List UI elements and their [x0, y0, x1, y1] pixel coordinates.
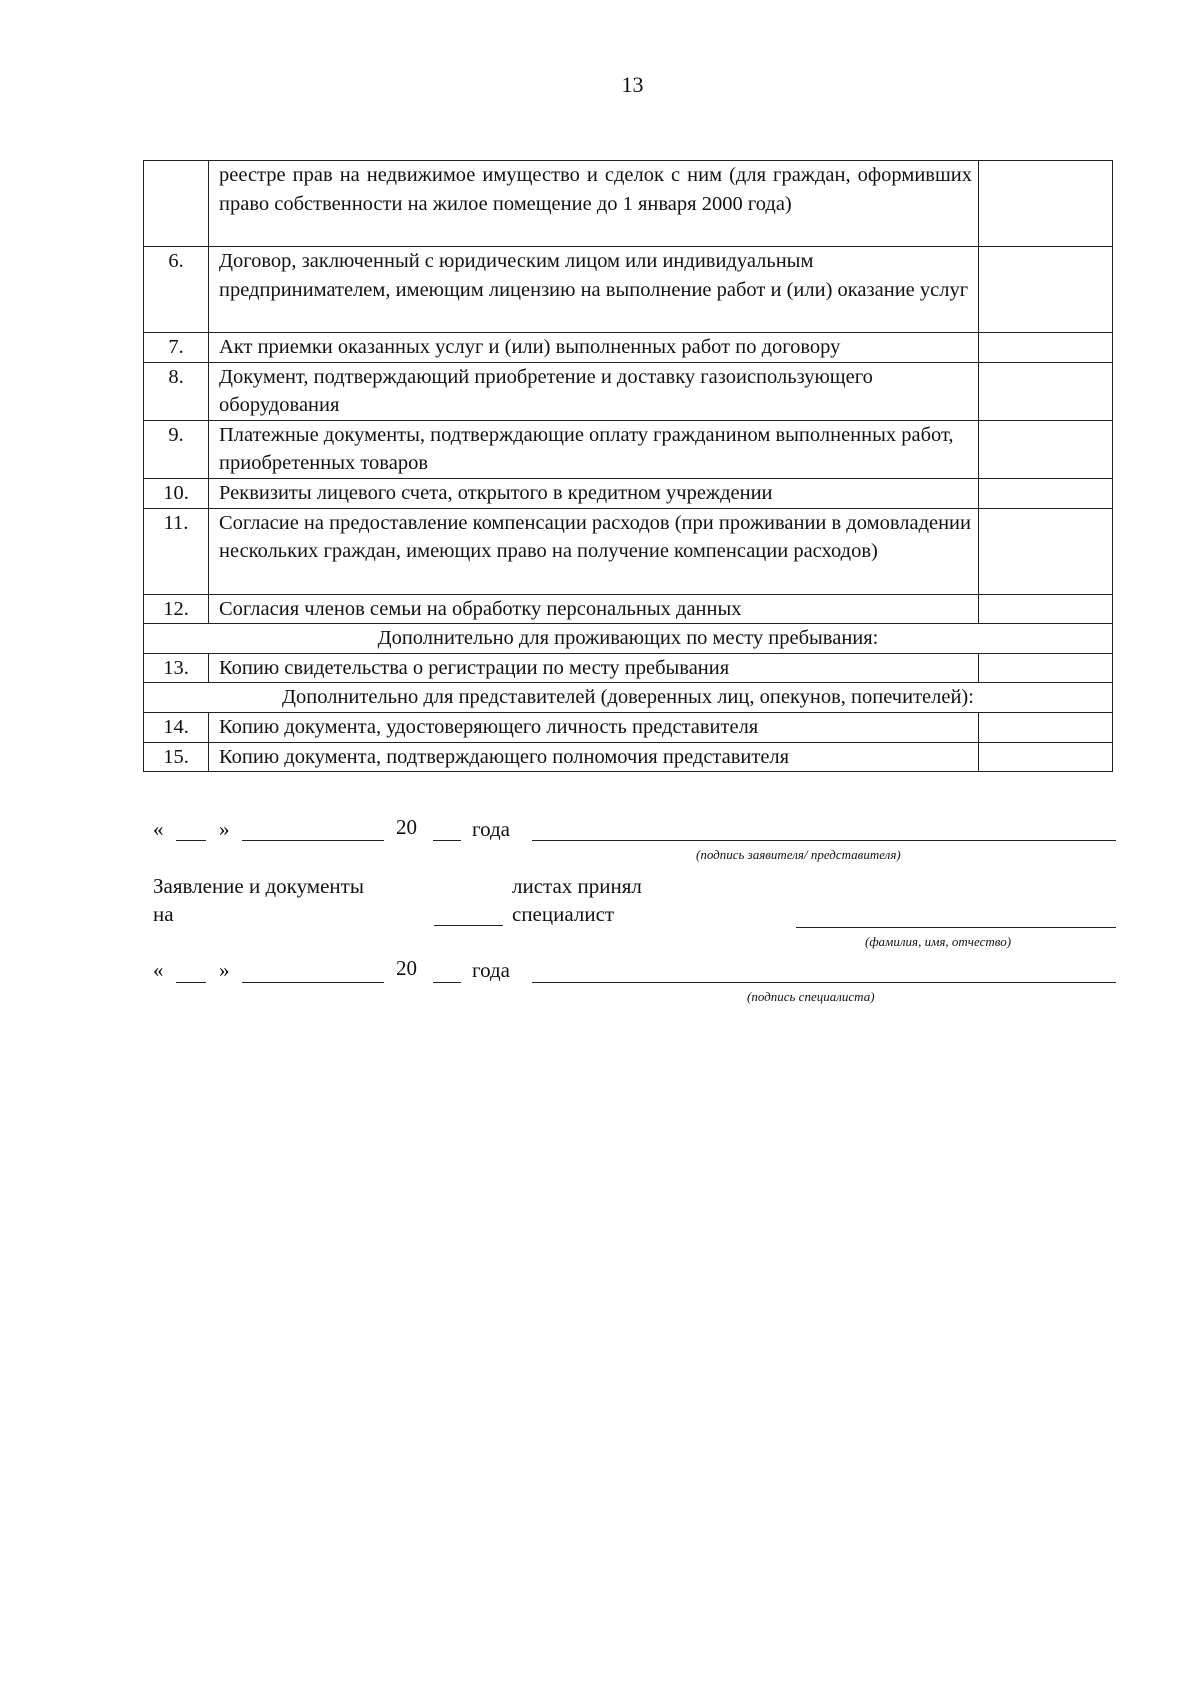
day-blank-line[interactable]: [176, 840, 206, 841]
row-number: 14.: [144, 712, 209, 742]
row-document-text: Реквизиты лицевого счета, открытого в кредитном учреждении: [209, 478, 979, 508]
section-representatives-heading: Дополнительно для представителей (доверенных лиц, опекунов, попечителей):: [144, 683, 1113, 713]
row-document-text: Договор, заключенный с юридическим лицом или индивидуальным предпринимателем, имеющим лицензию на выполнение работ и (или) оказание услуг: [209, 247, 979, 333]
month-blank-line[interactable]: [242, 840, 384, 841]
row-document-text: Акт приемки оказанных услуг и (или) выполненных работ по договору: [209, 333, 979, 363]
row-document-text: реестре прав на недвижимое имущество и сделок с ним (для граждан, оформивших право собственности на жилое помещение до 1 января 2000 года): [209, 161, 979, 247]
received-label-line2: на: [153, 902, 174, 926]
row-number: 7.: [144, 333, 209, 363]
year-prefix: 20: [396, 956, 417, 980]
quote-open: «: [153, 958, 164, 982]
quote-close: »: [219, 817, 230, 841]
year-blank-line[interactable]: [433, 840, 461, 841]
specialist-name-caption: (фамилия, имя, отчество): [865, 934, 1012, 949]
row-document-text: Документ, подтверждающий приобретение и доставку газоиспользующего оборудования: [209, 362, 979, 420]
year-word: года: [472, 958, 510, 982]
row-number: 6.: [144, 247, 209, 333]
month-blank-line[interactable]: [242, 982, 384, 983]
day-blank-line[interactable]: [176, 982, 206, 983]
row-document-text: Копию документа, удостоверяющего личность представителя: [209, 712, 979, 742]
quote-close: »: [219, 958, 230, 982]
specialist-signature-caption: (подпись специалиста): [747, 989, 875, 1004]
row-number: 10.: [144, 478, 209, 508]
received-label-line1: Заявление и документы: [153, 874, 364, 898]
row-number: 11.: [144, 508, 209, 594]
applicant-signature-line[interactable]: [532, 840, 1116, 841]
received-label-right-line2: специалист: [512, 902, 615, 926]
quote-open: «: [153, 817, 164, 841]
row-document-text: Платежные документы, подтверждающие оплату гражданином выполненных работ, приобретенных товаров: [209, 420, 979, 478]
sheets-count-line[interactable]: [434, 925, 503, 926]
specialist-name-line[interactable]: [796, 927, 1116, 928]
section-residence-heading: Дополнительно для проживающих по месту пребывания:: [144, 624, 1113, 654]
row-document-text: Согласие на предоставление компенсации расходов (при проживании в домовладении нескольких граждан, имеющих право на получение компенсации расходов): [209, 508, 979, 594]
row-number: 12.: [144, 594, 209, 624]
row-document-text: Копию документа, подтверждающего полномочия представителя: [209, 742, 979, 772]
applicant-signature-caption: (подпись заявителя/ представителя): [696, 847, 901, 862]
row-number: 8.: [144, 362, 209, 420]
row-number: 9.: [144, 420, 209, 478]
row-number: 15.: [144, 742, 209, 772]
page-number: 13: [621, 72, 644, 97]
specialist-signature-line[interactable]: [532, 982, 1116, 983]
year-prefix: 20: [396, 815, 417, 839]
year-word: года: [472, 817, 510, 841]
received-label-right-line1: листах принял: [512, 874, 642, 898]
row-number: 13.: [144, 653, 209, 683]
row-document-text: Копию свидетельства о регистрации по месту пребывания: [209, 653, 979, 683]
year-blank-line[interactable]: [433, 982, 461, 983]
row-document-text: Согласия членов семьи на обработку персональных данных: [209, 594, 979, 624]
